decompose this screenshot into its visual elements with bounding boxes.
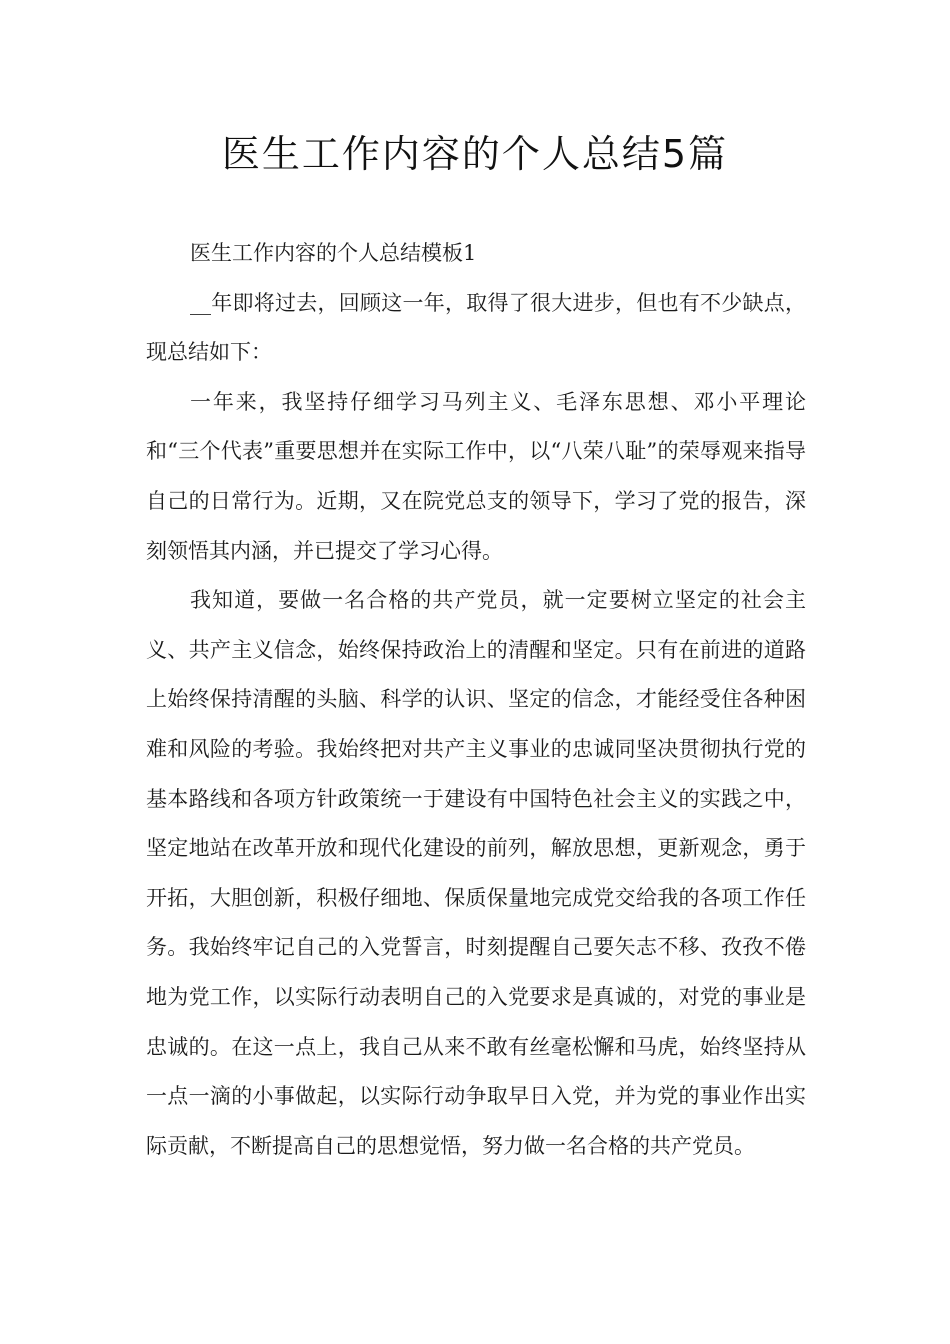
section-heading: 医生工作内容的个人总结模板1 <box>190 241 477 265</box>
body-paragraph: __年即将过去，回顾这一年，取得了很大进步，但也有不少缺点，现总结如下： <box>146 290 806 365</box>
document-title: 医生工作内容的个人总结5篇 <box>221 132 729 176</box>
document-body <box>146 229 806 1171</box>
body-paragraph: 我知道，要做一名合格的共产党员，就一定要树立坚定的社会主义、共产主义信念，始终保持政治上的清醒和坚定。只有在前进的道路上始终保持清醒的头脑、科学的认识、坚定的信念，才能经受住各种困难和风险的考验。我始终把对共产主义事业的忠诚同坚决贯彻执行党的基本路线和各项方针政策统一于建设有中国特色社会主义的实践之中，坚定地站在改革开放和现代化建设的前列，解放思想，更新观念，勇于开拓，大胆创新，积极仔细地、保质保量地完成党交给我的各项工作任务。我始终牢记自己的入党誓言，时刻提醒自己要矢志不移、孜孜不倦地为党工作，以实际行动表明自己的入党要求是真诚的，对党的事业是忠诚的。在这一点上，我自己从来不敢有丝毫松懈和马虎，始终坚持从一点一滴的小事做起，以实际行动争取早日入党，并为党的事业作出实际贡献，不断提高自己的思想觉悟，努力做一名合格的共产党员。 <box>146 588 806 1158</box>
body-paragraph: 一年来，我坚持仔细学习马列主义、毛泽东思想、邓小平理论和“三个代表”重要思想并在实际工作中，以“八荣八耻”的荣辱观来指导自己的日常行为。近期，又在院党总支的领导下，学习了党的报告，深刻领悟其内涵，并已提交了学习心得。 <box>146 389 806 563</box>
